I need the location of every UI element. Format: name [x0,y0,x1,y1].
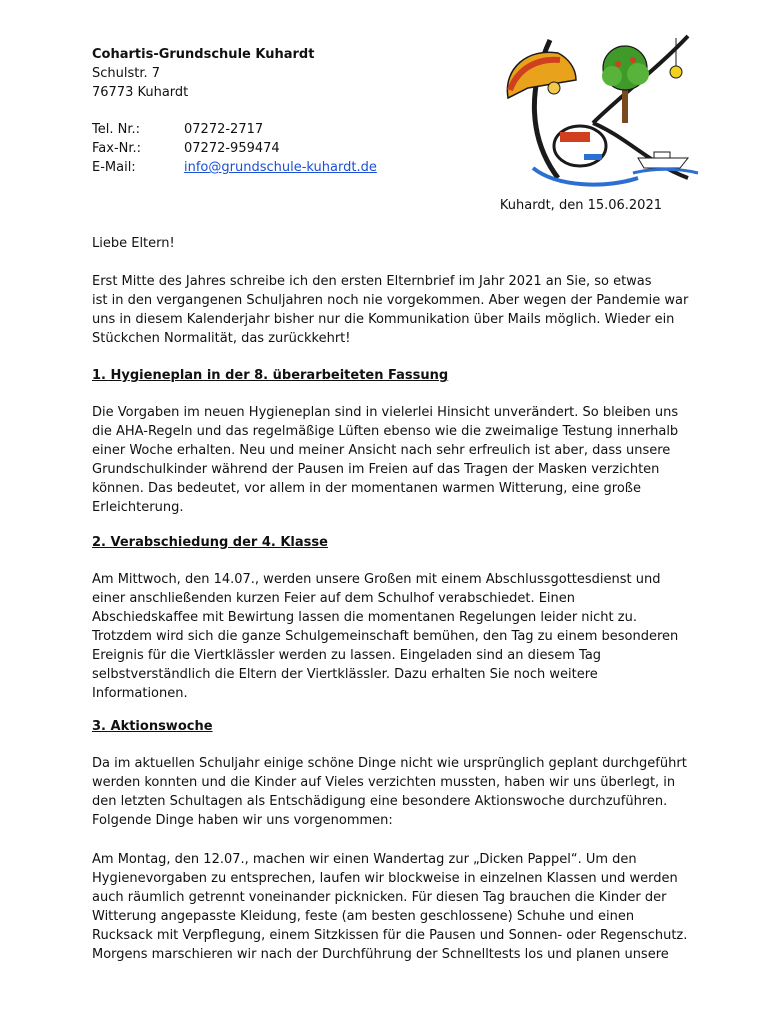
paragraph-line: Morgens marschieren wir nach der Durchführung der Schnelltests los und planen unsere [92,947,669,962]
school-logo [488,28,706,188]
section-3-heading [92,717,692,736]
paragraph-line: Folgende Dinge haben wir uns vorgenommen: [92,813,393,828]
paragraph-line: selbstverständlich die Eltern der Viertklässler. Dazu erhalten Sie noch weitere [92,667,598,682]
paragraph-line: Abschiedskaffee mit Bewirtung lassen die momentanen Regelungen leider nicht zu. [92,610,637,625]
section-3-paragraph-2 [92,850,692,964]
salutation-text: Liebe Eltern! [92,236,175,251]
intro-paragraph [92,272,692,348]
paragraph-line: Erleichterung. [92,500,184,515]
paragraph-line: die AHA-Regeln und das regelmäßige Lüften ebenso wie die zweimalige Testung innerhalb [92,424,679,439]
section-heading: 2. Verabschiedung der 4. Klasse [92,535,328,550]
sender-address [92,45,314,102]
email-link[interactable]: info@grundschule-kuhardt.de [184,160,377,175]
tel-value: 07272-2717 [184,122,264,137]
street: Schulstr. 7 [92,66,161,81]
paragraph-line: Trotzdem wird sich die ganze Schulgemeinschaft bemühen, den Tag zu einem besonderen [92,629,679,644]
paragraph-line: einer Woche erhalten. Neu und meiner Ansicht nach sehr erfreulich ist aber, dass unsere [92,443,671,458]
intro-line: uns in diesem Kalenderjahr bisher nur die Kommunikation über Mails möglich. Wieder ein [92,312,675,327]
city: 76773 Kuhardt [92,85,189,100]
paragraph-line: Am Mittwoch, den 14.07., werden unsere Großen mit einem Abschlussgottesdienst und [92,572,661,587]
email-label: E-Mail: [92,160,136,175]
tel-label: Tel. Nr.: [92,122,140,137]
section-2-paragraph [92,570,692,703]
paragraph-line: Ereignis für die Viertklässler werden zu lassen. Eingeladen sind an diesem Tag [92,648,602,663]
paragraph-line: können. Das bedeutet, vor allem in der momentanen warmen Witterung, eine große [92,481,641,496]
section-2-heading [92,533,692,552]
paragraph-line: Die Vorgaben im neuen Hygieneplan sind in vielerlei Hinsicht unverändert. So bleiben uns [92,405,679,420]
paragraph-line: Hygienevorgaben zu entsprechen, laufen wir blockweise in einzelnen Klassen und werden [92,871,678,886]
paragraph-line: Am Montag, den 12.07., machen wir einen Wandertag zur „Dicken Pappel“. Um den [92,852,637,867]
intro-line: Stückchen Normalität, das zurückkehrt! [92,331,351,346]
paragraph-line: Rucksack mit Verpflegung, einem Sitzkissen für die Pausen und Sonnen- oder Regenschutz. [92,928,688,943]
section-heading: 3. Aktionswoche [92,719,213,734]
paragraph-line: Grundschulkinder während der Pausen im Freien auf das Tragen der Masken verzichten [92,462,660,477]
paragraph-line: einer anschließenden kurzen Feier auf dem Schulhof verabschiedet. Einen [92,591,576,606]
section-3-paragraph [92,754,692,830]
section-1-heading [92,366,692,385]
paragraph-line: Informationen. [92,686,188,701]
section-heading: 1. Hygieneplan in der 8. überarbeiteten Fassung [92,368,449,383]
paragraph-line: werden konnten und die Kinder auf Vieles verzichten mussten, haben wir uns überlegt, in [92,775,676,790]
letter-date: Kuhardt, den 15.06.2021 [499,198,662,213]
school-name: Cohartis-Grundschule Kuhardt [92,47,315,62]
fax-value: 07272-959474 [184,141,280,156]
salutation [92,234,692,253]
intro-line: ist in den vergangenen Schuljahren noch nie vorgekommen. Aber wegen der Pandemie war [92,293,689,308]
paragraph-line: Da im aktuellen Schuljahr einige schöne Dinge nicht wie ursprünglich geplant durchgeführt [92,756,687,771]
section-1-paragraph [92,403,692,517]
paragraph-line: den letzten Schultagen als Entschädigung eine besondere Aktionswoche durchzuführen. [92,794,668,809]
paragraph-line: auch räumlich getrennt voneinander picknicken. Für diesen Tag brauchen die Kinder der [92,890,667,905]
fax-label: Fax-Nr.: [92,141,142,156]
paragraph-line: Witterung angepasste Kleidung, feste (am besten geschlossene) Schuhe und einen [92,909,635,924]
intro-line: Erst Mitte des Jahres schreibe ich den ersten Elternbrief im Jahr 2021 an Sie, so etwas [92,274,652,289]
